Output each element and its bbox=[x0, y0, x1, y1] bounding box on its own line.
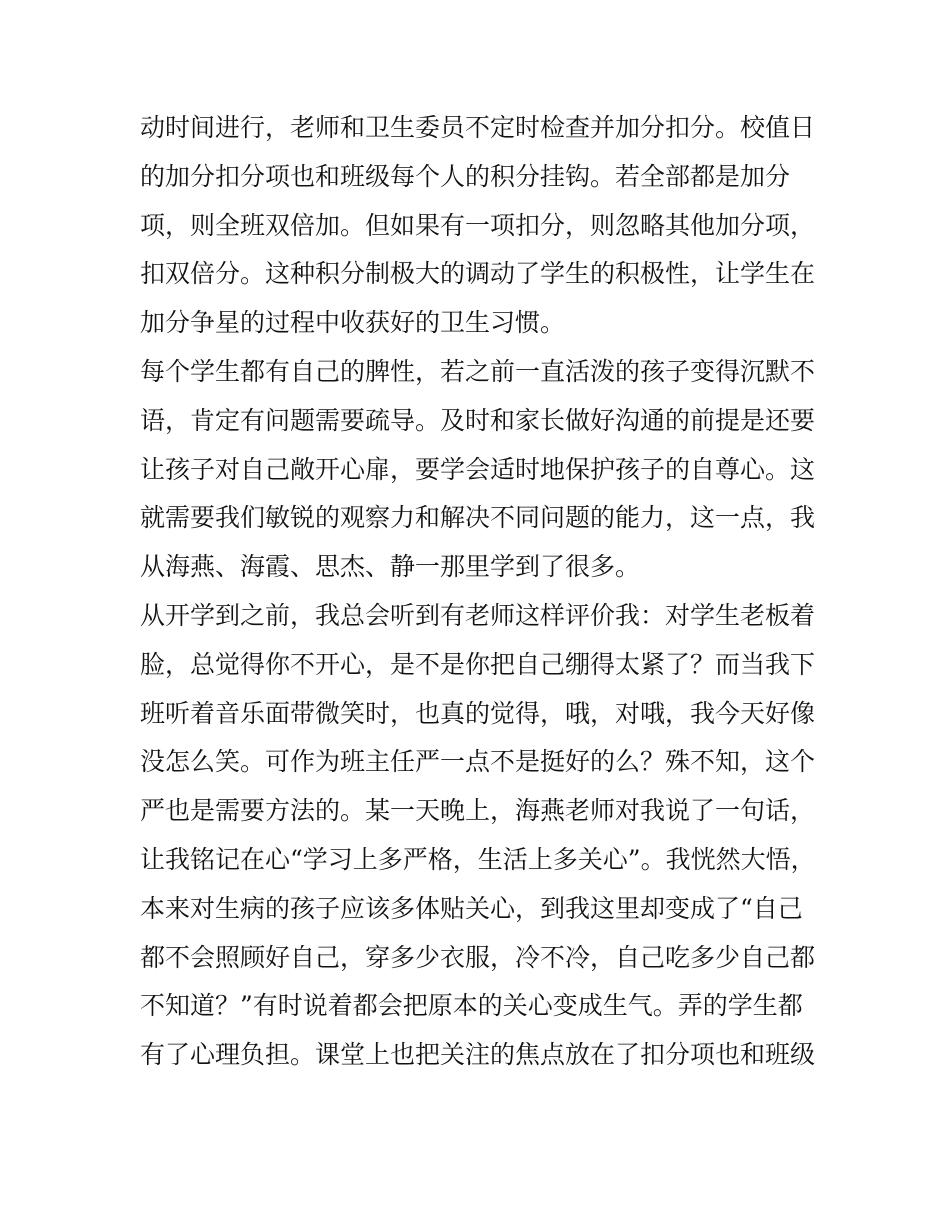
text-line: 让我铭记在心“学习上多严格，生活上多关心”。我恍然大悟， bbox=[140, 844, 816, 874]
text-line: 有了心理负担。课堂上也把关注的焦点放在了扣分项也和班级 bbox=[140, 1040, 816, 1070]
text-line: 都不会照顾好自己，穿多少衣服，冷不冷，自己吃多少自己都 bbox=[140, 942, 816, 972]
text-line: 语，肯定有问题需要疏导。及时和家长做好沟通的前提是还要 bbox=[140, 405, 816, 435]
text-line: 班听着音乐面带微笑时，也真的觉得，哦，对哦，我今天好像 bbox=[140, 698, 816, 728]
text-line: 严也是需要方法的。某一天晚上，海燕老师对我说了一句话， bbox=[140, 796, 816, 826]
text-line: 项，则全班双倍加。但如果有一项扣分，则忽略其他加分项， bbox=[140, 210, 816, 240]
text-line: 动时间进行，老师和卫生委员不定时检查并加分扣分。校值日 bbox=[140, 113, 816, 142]
text-line: 每个学生都有自己的脾性，若之前一直活泼的孩子变得沉默不 bbox=[140, 356, 816, 386]
text-line: 从开学到之前，我总会听到有老师这样评价我：对学生老板着 bbox=[140, 600, 816, 630]
text-line: 不知道？”有时说着都会把原本的关心变成生气。弄的学生都 bbox=[140, 991, 803, 1021]
text-line: 没怎么笑。可作为班主任严一点不是挺好的么？殊不知，这个 bbox=[140, 747, 816, 777]
text-line: 脸，总觉得你不开心，是不是你把自己绷得太紧了？而当我下 bbox=[140, 649, 816, 679]
text-line: 从海燕、海霞、思杰、静一那里学到了很多。 bbox=[140, 552, 641, 582]
body-text bbox=[140, 104, 820, 1080]
text-line: 本来对生病的孩子应该多体贴关心，到我这里却变成了“自己 bbox=[140, 893, 803, 923]
text-line: 加分争星的过程中收获好的卫生习惯。 bbox=[140, 308, 566, 338]
text-line: 的加分扣分项也和班级每个人的积分挂钩。若全部都是加分 bbox=[140, 161, 791, 191]
text-line: 扣双倍分。这种积分制极大的调动了学生的积极性，让学生在 bbox=[140, 259, 816, 289]
text-line: 就需要我们敏锐的观察力和解决不同问题的能力，这一点，我 bbox=[140, 503, 816, 533]
text-line: 让孩子对自己敞开心扉，要学会适时地保护孩子的自尊心。这 bbox=[140, 454, 816, 484]
